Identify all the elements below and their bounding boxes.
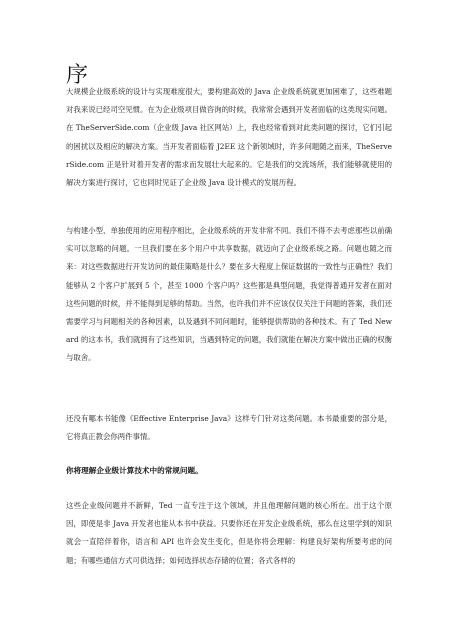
- preface-paragraph-2: 与构建小型、单独使用的应用程序相比，企业级系统的开发非常不同。我们不得不去考虑那些以前确实可以忽略的问题。一旦我们要在多个用户中共享数据，就迈向了企业级系统之路。问题也随之而来：对这些数据进行开发访问的最佳策略是什么？要在多大程度上保证数据的一致性与正确性？我们能够从 2 个客户扩展到 5 个，甚至 1000 个客户吗？这些都是典型问题，我觉得普通开发者在面对这些问题的时候，并不能得到足够的帮助。当然，也许我们并不应该仅仅关注于问题的答案，我们还需要学习与问题相关的各种因素，以及遇到不同问题时，能够提供帮助的各种技术。有了 Ted Neward 的这本书，我们就拥有了这些知识，当遇到特定的问题，我们就能在解决方案中做出正确的权衡与取舍。: [66, 226, 392, 363]
- preface-paragraph-3: 还没有哪本书能像《Effective Enterprise Java》这样专门针对这类问题。本书最重要的部分是，它将真正教会你两件事情。: [66, 414, 392, 442]
- section-paragraph: 这些企业级问题并不新鲜，Ted 一直专注于这个领域，并且他理解问题的核心所在。出于这个原因，即使是非 Java 开发者也能从本书中获益。只要你还在开发企业级系统，那么在这里学到的知识就会一直陪伴着你，语言和 API 也许会发生变化，但是你将会理解：构建良好架构所要考虑的问题；有哪些通信方式可供选择；如何选择状态存储的位置；各式各样的: [66, 501, 392, 565]
- preface-paragraph-1: 大规模企业级系统的设计与实现难度很大，要构建高效的 Java 企业级系统就更加困难了，这些难题对我来说已经司空见惯。在为企业级项目做咨询的时候，我常常会遇到开发者面临的这类现实问题。在 TheServerSide.com（企业级 Java 社区网站）上，我也经常看到对此类问题的探讨，它们引起的困扰以及相应的解决方案。当开发者面临着 J2EE 这个新领域时，许多问题随之而来，TheServerSide.com 正是针对着开发者的需求而发展壮大起来的。它是我们的交流场所，我们能够就使用的解决方案进行探讨，它也同时见证了企业级 Java 设计模式的发展历程。: [66, 87, 392, 188]
- preface-title: 序: [66, 63, 89, 88]
- section-heading: 你将理解企业级计算技术中的常规问题。: [66, 466, 203, 475]
